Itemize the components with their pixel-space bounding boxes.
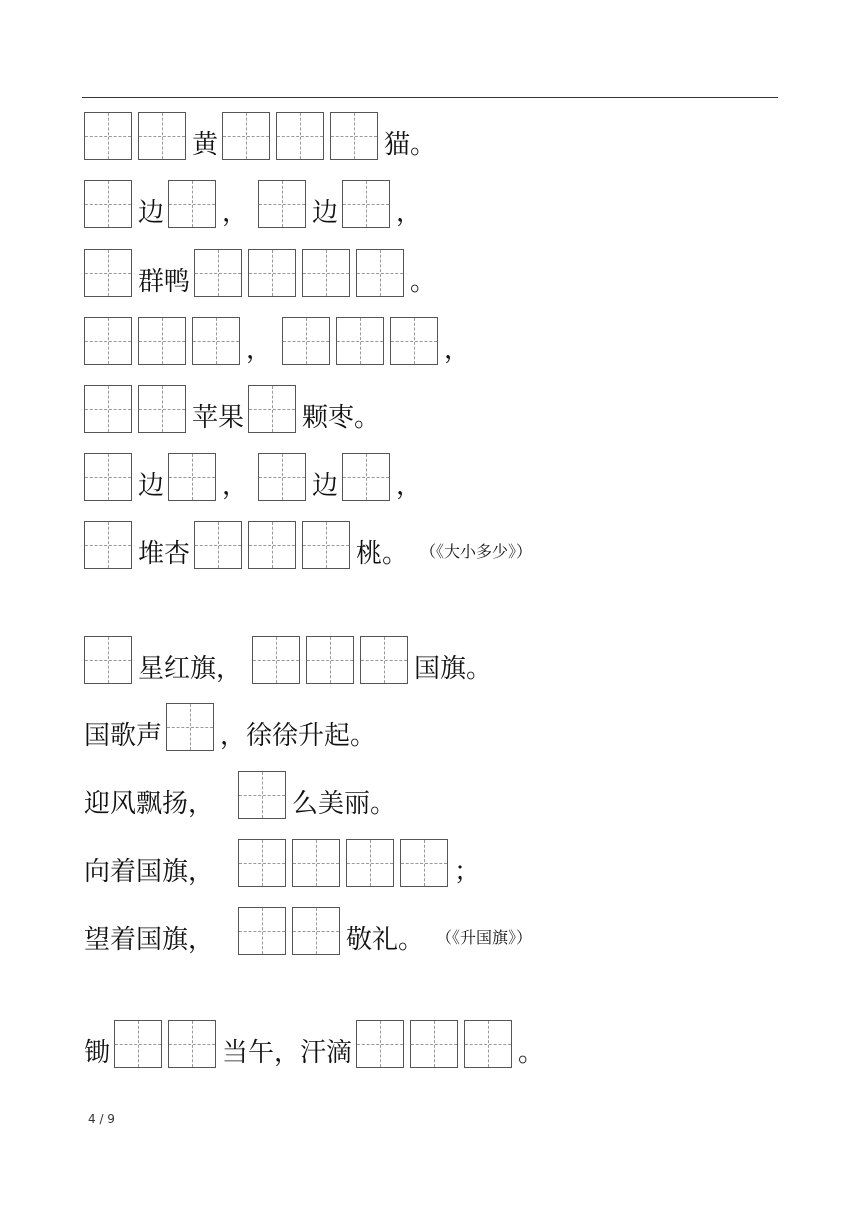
tianzige-box[interactable] [168, 1020, 216, 1068]
poem1-line3 [84, 243, 440, 297]
poem-text: 望着国旗， [84, 925, 215, 955]
tianzige-box[interactable] [222, 112, 270, 160]
tianzige-box[interactable] [302, 249, 350, 297]
poem-text: 敬礼。 [346, 925, 425, 955]
poem2-line4 [84, 833, 484, 887]
poem3-line1 [84, 1014, 548, 1068]
poem-text: 群鸭 [138, 267, 191, 297]
poem-text: ， [222, 198, 249, 228]
poem-text: 么美丽。 [292, 789, 397, 819]
tianzige-box[interactable] [410, 1020, 458, 1068]
poem-text: 堆杏 [138, 539, 191, 569]
poem1-line1 [84, 106, 440, 160]
tianzige-box[interactable] [248, 521, 296, 569]
tianzige-box[interactable] [400, 839, 448, 887]
tianzige-box[interactable] [342, 180, 390, 228]
tianzige-box[interactable] [248, 249, 296, 297]
tianzige-box[interactable] [306, 636, 354, 684]
poem-text: 星红旗， [138, 654, 243, 684]
tianzige-box[interactable] [258, 180, 306, 228]
poem-source: （《大小多少》） [420, 542, 533, 561]
poem-text: 。 [518, 1038, 545, 1068]
poem2-line5 [84, 901, 532, 955]
tianzige-box[interactable] [194, 249, 242, 297]
poem-text: 黄 [192, 130, 219, 160]
tianzige-box[interactable] [282, 317, 330, 365]
poem-text: 猫。 [384, 130, 437, 160]
tianzige-box[interactable] [138, 385, 186, 433]
poem2-line3 [84, 765, 400, 819]
tianzige-box[interactable] [360, 636, 408, 684]
tianzige-box[interactable] [192, 317, 240, 365]
poem-text: ，徐徐升起。 [220, 721, 377, 751]
tianzige-box[interactable] [292, 839, 340, 887]
tianzige-box[interactable] [84, 317, 132, 365]
poem-text: 颗枣。 [302, 403, 381, 433]
poem-text: 国旗。 [414, 654, 493, 684]
tianzige-box[interactable] [194, 521, 242, 569]
tianzige-box[interactable] [336, 317, 384, 365]
tianzige-box[interactable] [252, 636, 300, 684]
poem-text: 当午，汗滴 [222, 1038, 353, 1068]
tianzige-box[interactable] [258, 453, 306, 501]
poem-text: 边 [138, 471, 165, 501]
poem-source: （《升国旗》） [436, 928, 533, 947]
tianzige-box[interactable] [464, 1020, 512, 1068]
tianzige-box[interactable] [138, 112, 186, 160]
tianzige-box[interactable] [276, 112, 324, 160]
tianzige-box[interactable] [342, 453, 390, 501]
tianzige-box[interactable] [84, 453, 132, 501]
poem-text: ， [396, 471, 423, 501]
poem-text: 苹果 [192, 403, 245, 433]
poem-text: ； [454, 857, 481, 887]
poem-text: 迎风飘扬， [84, 789, 215, 819]
tianzige-box[interactable] [238, 839, 286, 887]
poem-text: 。 [410, 267, 437, 297]
tianzige-box[interactable] [330, 112, 378, 160]
tianzige-box[interactable] [238, 907, 286, 955]
poem1-line2 [84, 174, 426, 228]
poem-text: 锄 [84, 1038, 111, 1068]
tianzige-box[interactable] [168, 180, 216, 228]
poem-text: 边 [312, 471, 339, 501]
tianzige-box[interactable] [84, 385, 132, 433]
tianzige-box[interactable] [302, 521, 350, 569]
poem-text: 桃。 [356, 539, 409, 569]
poem-text: ， [444, 335, 471, 365]
tianzige-box[interactable] [356, 249, 404, 297]
tianzige-box[interactable] [292, 907, 340, 955]
poem2-line2 [84, 697, 380, 751]
header-rule [82, 97, 778, 98]
poem1-line7 [84, 515, 532, 569]
tianzige-box[interactable] [356, 1020, 404, 1068]
poem1-line5 [84, 379, 384, 433]
poem2-line1 [84, 630, 496, 684]
tianzige-box[interactable] [390, 317, 438, 365]
poem-text: 边 [312, 198, 339, 228]
poem-text: ， [246, 335, 273, 365]
tianzige-box[interactable] [84, 249, 132, 297]
tianzige-box[interactable] [84, 180, 132, 228]
tianzige-box[interactable] [138, 317, 186, 365]
poem-text: ， [396, 198, 423, 228]
tianzige-box[interactable] [84, 521, 132, 569]
tianzige-box[interactable] [84, 112, 132, 160]
tianzige-box[interactable] [248, 385, 296, 433]
tianzige-box[interactable] [238, 771, 286, 819]
tianzige-box[interactable] [114, 1020, 162, 1068]
poem1-line6 [84, 447, 426, 501]
tianzige-box[interactable] [346, 839, 394, 887]
poem-text: 向着国旗， [84, 857, 215, 887]
poem-text: 边 [138, 198, 165, 228]
page-number: 4 / 9 [88, 1112, 115, 1126]
poem1-line4 [84, 311, 474, 365]
poem-text: ， [222, 471, 249, 501]
tianzige-box[interactable] [166, 703, 214, 751]
poem-text: 国歌声 [84, 721, 163, 751]
tianzige-box[interactable] [84, 636, 132, 684]
tianzige-box[interactable] [168, 453, 216, 501]
